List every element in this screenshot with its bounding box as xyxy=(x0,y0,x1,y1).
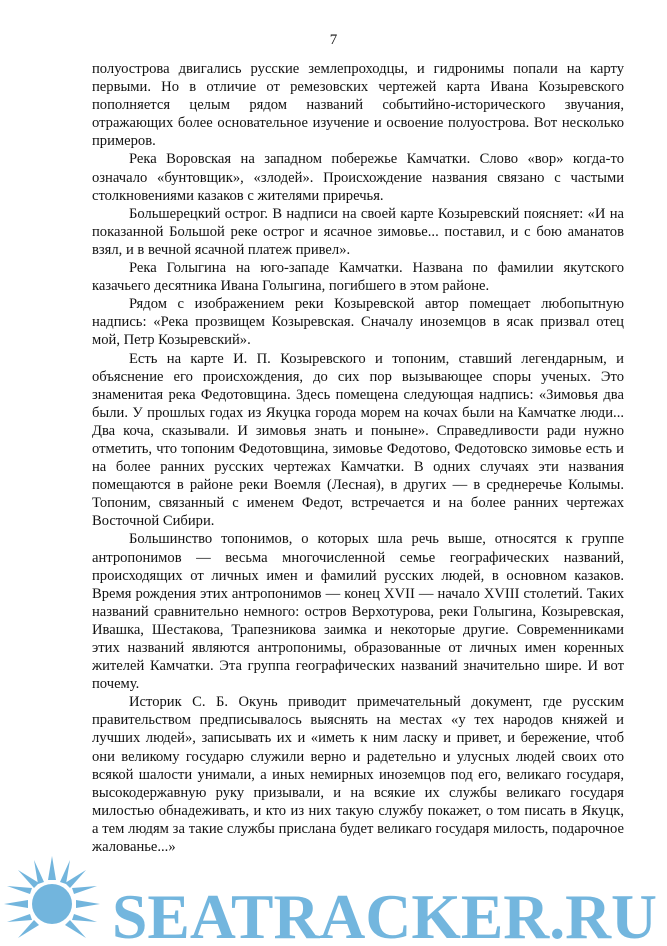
watermark-logo xyxy=(0,826,667,946)
paragraph: Большинство топонимов, о которых шла речь выше, относятся к группе антропонимов — весьма многочисленной семье географических названий, происходящих от личных имен и фамилий русских людей, в основном казаков. Время рождения этих антропонимов — конец XVII — начало XVIII столетий. Таких названий сравнительно немного: остров Верхотурова, реки Голыгина, Козыревская, Ивашка, Шестакова, Трапезникова заимка и некоторые другие. Современниками этих названий являются антропонимы, образованные от личных имен коренных жителей Камчатки. Эта группа географических названий значительно шире. И вот почему. xyxy=(92,531,624,693)
paragraph: Река Воровская на западном побережье Камчатки. Слово «вор» когда-то означало «бунтовщик», «злодей». Происхождение названия связано с частыми столкновениями казаков с жителями приречья. xyxy=(92,151,624,204)
paragraph: Река Голыгина на юго-западе Камчатки. Названа по фамилии якутского казачьего десятника Ивана Голыгина, погибшего в этом районе. xyxy=(92,260,624,295)
text-body xyxy=(92,60,624,856)
sun-icon xyxy=(0,826,667,946)
paragraph: Историк С. Б. Окунь приводит примечательный документ, где русским правительством предписывалось выяснять на местах «у тех народов княжей и лучших людей», записывать их и «иметь к ним ласку и привет, и бережение, чтоб они великому государю служили верно и радетельно и улусных людей своих ото всякой шалости унимали, а иных немирных иноземцов под его, великаго государя, высокодержавную руку призывали, и на всякие их службы великаго государя милостью обнадеживать, и кто из них такую службу покажет, о том писать в Якуцк, а тем людям за такие службы прислана будет великаго государя милость, подарочное жалованье...» xyxy=(92,694,624,856)
paragraph: Рядом с изображением реки Козыревской автор помещает любопытную надпись: «Река прозвищем Козыревская. Сначалу иноземцов в ясак призвал отец мой, Петр Козыревский». xyxy=(92,296,624,349)
paragraph: полуострова двигались русские землепроходцы, и гидронимы попали на карту первыми. Но в отличие от ремезовских чертежей карта Ивана Козыревского пополняется целым рядом названий событийно-исторического звучания, отражающих более основательное изучение и освоение полуострова. Вот несколько примеров. xyxy=(92,61,624,150)
page-number: 7 xyxy=(329,32,338,48)
paragraph: Есть на карте И. П. Козыревского и топоним, ставший легендарным, и объяснение его происхождения, до сих пор вызывающее споры ученых. Это знаменитая река Федотовщина. Здесь помещена следующая надпись: «Зимовья два были. У прошлых годах из Якуцка города морем на кочах были на Камчатке люди... Два коча, сказывали. И зимовья знать и поныне». Справедливости ради нужно отметить, что топоним Федотовщина, зимовье Федотово, Федотовско зимовье есть и на более ранних русских чертежах Камчатки. В одних случаях эти названия помещаются в районе реки Воемля (Лесная), в других — в среднеречье Колымы. Топоним, связанный с именем Федот, встречается и на более ранних чертежах Восточной Сибири. xyxy=(92,350,624,530)
watermark-text: SEATRACKER.RU xyxy=(112,881,657,946)
paragraph: Большерецкий острог. В надписи на своей карте Козыревский поясняет: «И на показанной Большой реке острог и ясачное зимовье... поставил, и с бою аманатов взял, и в вечной ясачной платеж привел». xyxy=(92,205,624,258)
